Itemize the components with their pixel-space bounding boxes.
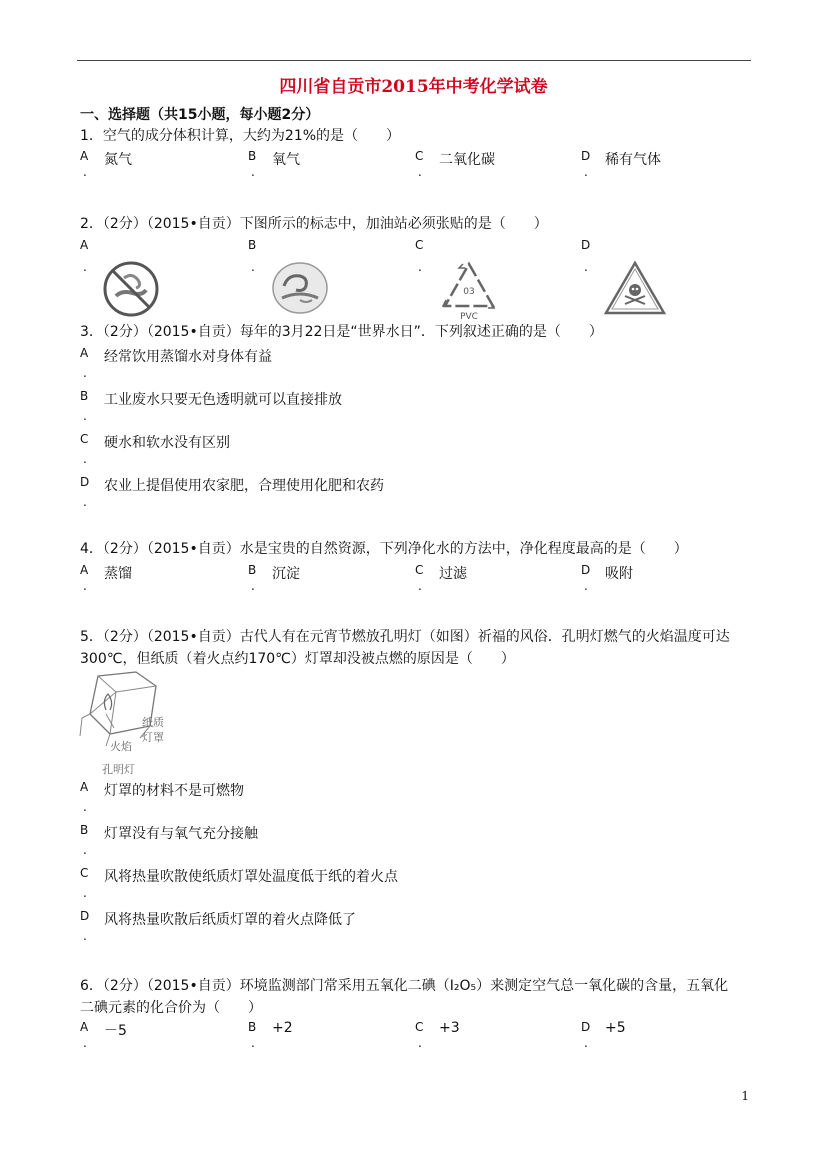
water-saving-sign-icon	[270, 260, 330, 316]
option-text: 吸附	[605, 566, 633, 582]
option-text: 蒸馏	[104, 566, 132, 582]
question-4-stem: 4．（2分）（2015•自贡）水是宝贵的自然资源，下列净化水的方法中，净化程度最高的是（ ）	[80, 541, 688, 557]
question-1-options: A . 氮气 B . 氧气 C . 二氧化碳 D . 稀有气体	[80, 149, 661, 179]
option-letter: A	[80, 149, 89, 163]
option-letter: B	[248, 238, 257, 252]
toxic-skull-sign-icon	[603, 260, 667, 316]
question-2-stem: 2．（2分）（2015•自贡）下图所示的标志中，加油站必须张贴的是（ ）	[80, 216, 548, 232]
option-text: 灯罩没有与氧气充分接触	[104, 826, 258, 842]
option-letter: C	[80, 866, 89, 880]
option-text: 风将热量吹散后纸质灯罩的着火点降低了	[104, 912, 356, 928]
option-text: 氧气	[272, 152, 300, 168]
option-b[interactable]: B .	[248, 238, 408, 298]
option-letter: D	[80, 475, 90, 489]
option-text: 稀有气体	[605, 152, 661, 168]
option-letter: C	[415, 563, 424, 577]
option-text: 风将热量吹散使纸质灯罩处温度低于纸的着火点	[104, 869, 398, 885]
option-letter: D	[581, 1020, 591, 1034]
option-letter: C	[415, 1020, 424, 1034]
option-text: 经常饮用蒸馏水对身体有益	[104, 349, 272, 365]
option-c[interactable]: C . 风将热量吹散使纸质灯罩处温度低于纸的着火点	[80, 866, 398, 900]
option-a[interactable]: A . 经常饮用蒸馏水对身体有益	[80, 346, 272, 380]
figure-label-flame: 火焰	[110, 740, 132, 753]
section-heading: 一、选择题（共15小题，每小题2分）	[80, 107, 320, 123]
option-letter: D	[581, 149, 591, 163]
question-5-stem-line2: 300℃，但纸质（着火点约170℃）灯罩却没被点燃的原因是（ ）	[80, 651, 515, 667]
question-4-options: A . 蒸馏 B . 沉淀 C . 过滤 D . 吸附	[80, 563, 633, 593]
option-a[interactable]: A . 灯罩的材料不是可燃物	[80, 780, 244, 814]
option-letter: C	[415, 238, 424, 252]
option-text: 二氧化碳	[439, 152, 495, 168]
question-6-stem-line2: 二碘元素的化合价为（ ）	[80, 1000, 262, 1016]
option-text: 过滤	[439, 566, 467, 582]
figure-label-lantern: 孔明灯	[102, 763, 135, 776]
option-b[interactable]: B . 工业废水只要无色透明就可以直接排放	[80, 389, 342, 423]
option-d[interactable]: D . 风将热量吹散后纸质灯罩的着火点降低了	[80, 909, 356, 943]
option-text: 农业上提倡使用农家肥，合理使用化肥和农药	[104, 478, 384, 494]
option-letter: A	[80, 238, 89, 252]
figure-label-shade: 灯罩	[142, 731, 164, 744]
option-letter: C	[80, 432, 89, 446]
option-letter: D	[80, 909, 90, 923]
page-title: 四川省自贡市2015年中考化学试卷	[279, 77, 548, 97]
option-text: +2	[272, 1020, 293, 1036]
header-rule	[77, 60, 751, 61]
option-letter: A	[80, 780, 89, 794]
option-d[interactable]: D .	[581, 238, 741, 298]
option-b[interactable]: B . 灯罩没有与氧气充分接触	[80, 823, 258, 857]
option-text: +5	[605, 1020, 626, 1036]
question-2-options	[80, 238, 760, 322]
option-text: 氮气	[104, 152, 132, 168]
question-6-options: A . －5 B . +2 C . +3 D . +5	[80, 1020, 626, 1050]
option-letter: B	[248, 563, 257, 577]
option-letter: B	[80, 389, 89, 403]
question-5-stem-line1: 5．（2分）（2015•自贡）古代人有在元宵节燃放孔明灯（如图）祈福的风俗．孔明灯燃气的火焰温度可达	[80, 629, 730, 645]
option-text: 沉淀	[272, 566, 300, 582]
no-smoking-sign-icon	[102, 260, 160, 318]
option-letter: D	[581, 563, 591, 577]
option-letter: A	[80, 1020, 89, 1034]
option-a[interactable]: A .	[80, 238, 240, 298]
kongming-lantern-figure	[76, 670, 176, 780]
question-6-stem-line1: 6．（2分）（2015•自贡）环境监测部门常采用五氧化二碘（I₂O₅）来测定空气总一氧化碳的含量，五氧化	[80, 978, 729, 994]
option-letter: B	[80, 823, 89, 837]
option-letter: B	[248, 1020, 257, 1034]
figure-label-paper: 纸质	[142, 716, 164, 729]
option-text: 灯罩的材料不是可燃物	[104, 783, 244, 799]
question-3-stem: 3．（2分）（2015•自贡）每年的3月22日是“世界水日”．下列叙述正确的是（ ）	[80, 324, 603, 340]
recycle-code: 03	[463, 287, 475, 297]
option-text: +3	[439, 1020, 460, 1036]
option-letter: D	[581, 238, 591, 252]
recycling-pvc-icon	[437, 260, 501, 322]
option-text: 工业废水只要无色透明就可以直接排放	[104, 392, 342, 408]
option-c[interactable]: C . 硬水和软水没有区别	[80, 432, 230, 466]
question-1-stem: 1．空气的成分体积计算，大约为21%的是（ ）	[80, 128, 401, 144]
option-text: －5	[104, 1023, 127, 1039]
option-c[interactable]: C . 03 PVC	[415, 238, 575, 298]
option-letter: C	[415, 149, 424, 163]
option-text: 硬水和软水没有区别	[104, 435, 230, 451]
option-letter: A	[80, 346, 89, 360]
option-letter: B	[248, 149, 257, 163]
recycle-label: PVC	[460, 312, 478, 322]
page-number: 1	[741, 1089, 749, 1103]
option-d[interactable]: D . 农业上提倡使用农家肥，合理使用化肥和农药	[80, 475, 384, 509]
option-letter: A	[80, 563, 89, 577]
